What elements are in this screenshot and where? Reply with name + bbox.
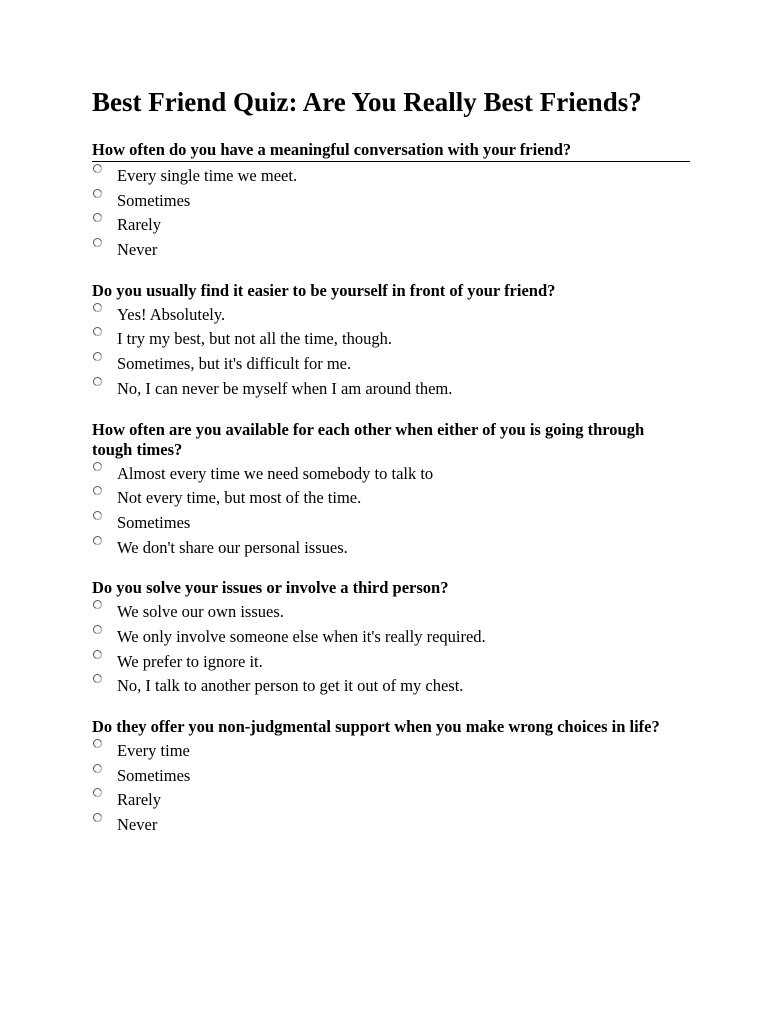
radio-button-icon[interactable] bbox=[93, 536, 102, 545]
answer-label: Rarely bbox=[117, 790, 161, 810]
quiz-page bbox=[92, 86, 682, 856]
answer-label: Almost every time we need somebody to talk to bbox=[117, 463, 434, 483]
radio-button-icon[interactable] bbox=[93, 739, 102, 748]
answer-option[interactable] bbox=[92, 238, 682, 263]
answer-option[interactable] bbox=[92, 813, 682, 838]
radio-button-icon[interactable] bbox=[93, 213, 102, 222]
radio-button-icon[interactable] bbox=[93, 486, 102, 495]
answer-label: Every time bbox=[117, 741, 190, 760]
radio-button-icon[interactable] bbox=[93, 303, 102, 312]
radio-button-icon[interactable] bbox=[93, 600, 102, 609]
answer-option[interactable] bbox=[92, 462, 682, 487]
answer-label: No, I talk to another person to get it out of my chest. bbox=[117, 676, 464, 696]
answer-label: Sometimes bbox=[117, 512, 191, 532]
answer-option[interactable] bbox=[92, 303, 682, 328]
answer-label: Rarely bbox=[117, 215, 161, 235]
radio-button-icon[interactable] bbox=[93, 352, 102, 361]
answer-option[interactable] bbox=[92, 625, 682, 650]
answer-label: Never bbox=[117, 815, 158, 835]
question-4 bbox=[92, 578, 682, 699]
question-text: How often are you available for each other when either of you is going through tough times? bbox=[92, 419, 645, 459]
answer-label: Sometimes bbox=[117, 190, 191, 210]
question-1 bbox=[92, 140, 682, 263]
answer-label: We prefer to ignore it. bbox=[117, 651, 263, 671]
radio-button-icon[interactable] bbox=[93, 164, 102, 173]
radio-button-icon[interactable] bbox=[93, 327, 102, 336]
radio-button-icon[interactable] bbox=[93, 813, 102, 822]
answer-option[interactable] bbox=[92, 600, 682, 625]
answer-label: Sometimes bbox=[117, 765, 191, 785]
answer-label: No, I can never be myself when I am around them. bbox=[117, 378, 453, 398]
radio-button-icon[interactable] bbox=[93, 462, 102, 471]
answer-option[interactable] bbox=[92, 189, 682, 214]
radio-button-icon[interactable] bbox=[93, 189, 102, 198]
answer-label: We only involve someone else when it's really required. bbox=[117, 626, 486, 646]
answer-option[interactable] bbox=[92, 650, 682, 675]
answer-label: Not every time, but most of the time. bbox=[117, 488, 362, 508]
radio-button-icon[interactable] bbox=[93, 764, 102, 773]
answer-option[interactable] bbox=[92, 511, 682, 536]
answer-option[interactable] bbox=[92, 739, 682, 764]
question-text: How often do you have a meaningful conversation with your friend? bbox=[92, 140, 690, 162]
radio-button-icon[interactable] bbox=[93, 650, 102, 659]
answer-label: Yes! Absolutely. bbox=[117, 304, 226, 324]
question-3 bbox=[92, 420, 682, 561]
answer-label: Sometimes, but it's difficult for me. bbox=[117, 354, 352, 374]
answer-option[interactable] bbox=[92, 486, 682, 511]
question-text: Do they offer you non-judgmental support when you make wrong choices in life? bbox=[92, 717, 660, 736]
radio-button-icon[interactable] bbox=[93, 625, 102, 634]
question-2 bbox=[92, 281, 682, 402]
question-text: Do you usually find it easier to be yourself in front of your friend? bbox=[92, 280, 556, 300]
answer-label: Every single time we meet. bbox=[117, 166, 298, 185]
answer-label: I try my best, but not all the time, though. bbox=[117, 329, 392, 349]
radio-button-icon[interactable] bbox=[93, 377, 102, 386]
radio-button-icon[interactable] bbox=[93, 511, 102, 520]
answer-label: We solve our own issues. bbox=[117, 602, 284, 622]
answer-option[interactable] bbox=[92, 674, 682, 699]
answer-option[interactable] bbox=[92, 536, 682, 561]
radio-button-icon[interactable] bbox=[93, 238, 102, 247]
answer-option[interactable] bbox=[92, 377, 682, 402]
answer-option[interactable] bbox=[92, 764, 682, 789]
question-5 bbox=[92, 717, 682, 838]
answer-option[interactable] bbox=[92, 164, 682, 189]
radio-button-icon[interactable] bbox=[93, 674, 102, 683]
answer-label: Never bbox=[117, 240, 158, 260]
answer-option[interactable] bbox=[92, 788, 682, 813]
answer-option[interactable] bbox=[92, 327, 682, 352]
answer-option[interactable] bbox=[92, 352, 682, 377]
question-text: Do you solve your issues or involve a third person? bbox=[92, 578, 449, 598]
answer-option[interactable] bbox=[92, 213, 682, 238]
radio-button-icon[interactable] bbox=[93, 788, 102, 797]
answer-label: We don't share our personal issues. bbox=[117, 537, 348, 557]
page-title: Best Friend Quiz: Are You Really Best Friends? bbox=[92, 87, 642, 117]
